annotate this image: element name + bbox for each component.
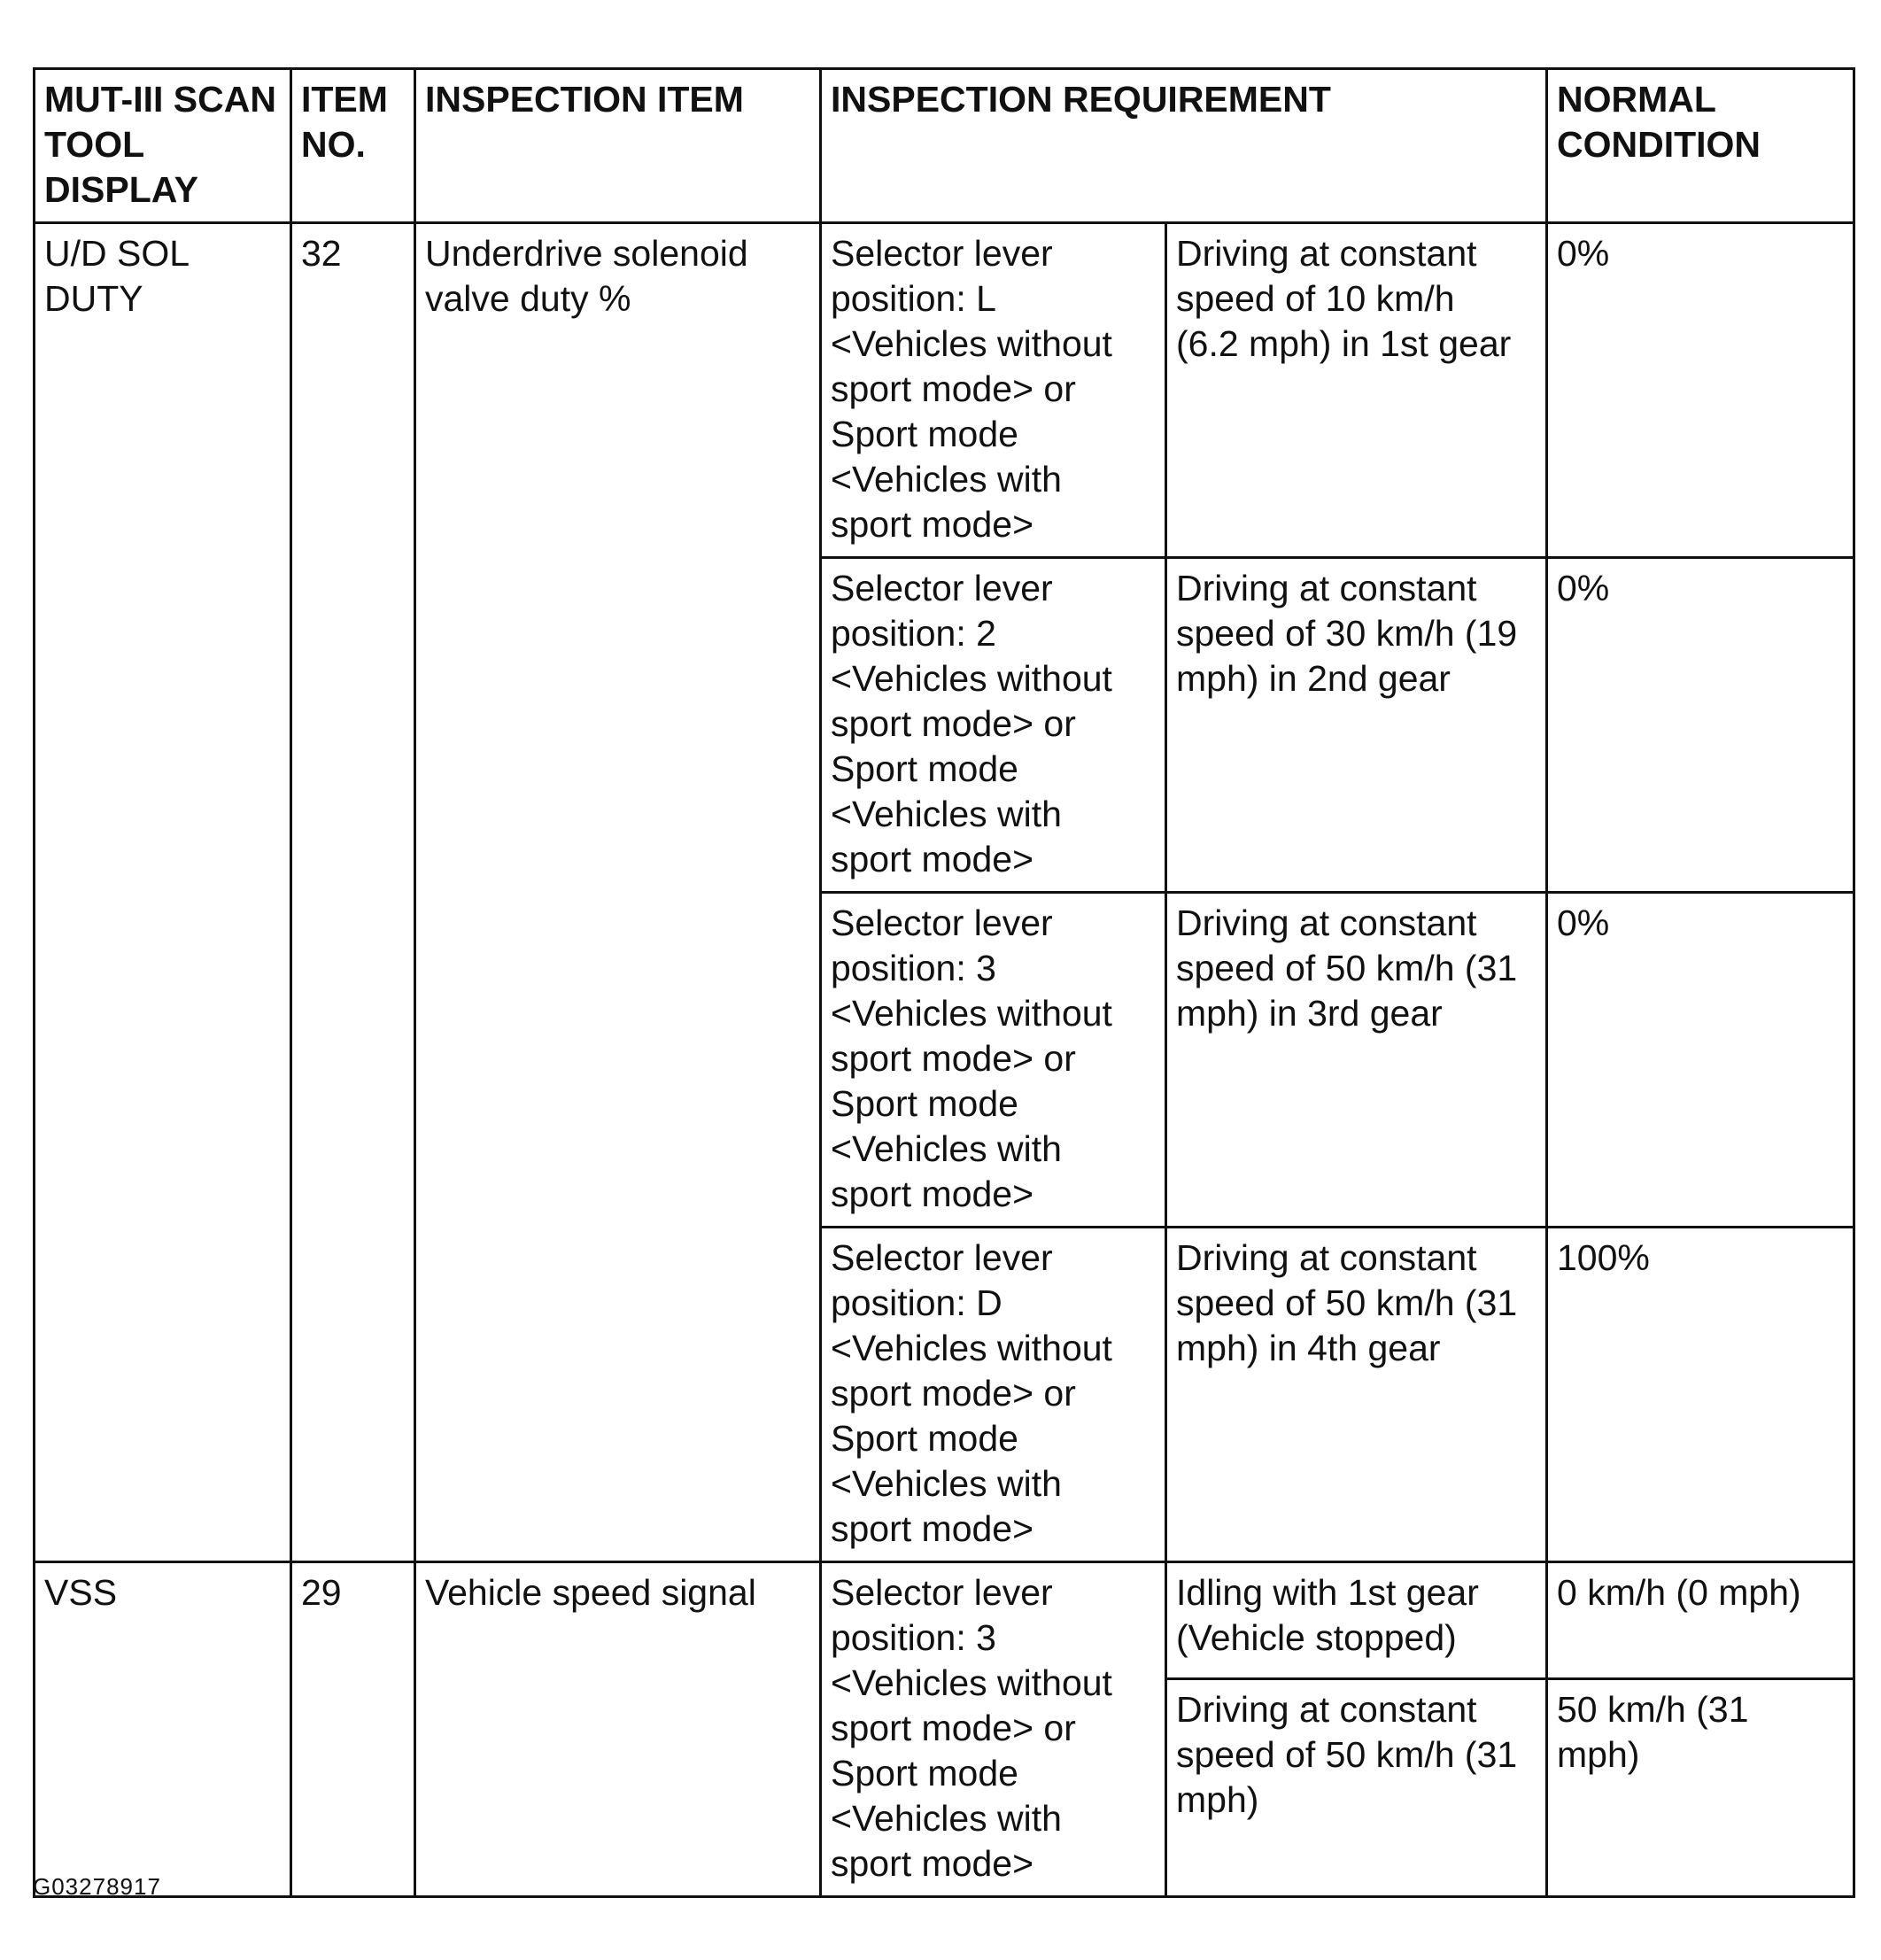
driving-condition-cell: Driving at constant speed of 50 km/h (31 mph) in 4th gear — [1166, 1228, 1547, 1562]
header-scan-tool-display: MUT-III SCAN TOOL DISPLAY — [35, 69, 291, 223]
driving-condition-cell: Driving at constant speed of 30 km/h (19 mph) in 2nd gear — [1166, 558, 1547, 893]
header-row — [35, 69, 1854, 223]
header-inspection-requirement: INSPECTION REQUIREMENT — [821, 69, 1547, 223]
normal-condition-cell: 0 km/h (0 mph) — [1547, 1562, 1854, 1679]
header-normal-condition: NORMAL CONDITION — [1547, 69, 1854, 223]
selector-lever-cell: Selector lever position: 2 <Vehicles without sport mode> or Sport mode <Vehicles with sport mode> — [821, 558, 1166, 893]
selector-lever-cell: Selector lever position: D <Vehicles without sport mode> or Sport mode <Vehicles with sport mode> — [821, 1228, 1166, 1562]
driving-condition-cell: Driving at constant speed of 50 km/h (31 mph) — [1166, 1678, 1547, 1896]
inspection-item-cell: Vehicle speed signal — [415, 1562, 821, 1897]
inspection-table — [33, 67, 1855, 1898]
normal-condition-cell: 100% — [1547, 1228, 1854, 1562]
driving-condition-cell: Driving at constant speed of 50 km/h (31 mph) in 3rd gear — [1166, 893, 1547, 1228]
normal-condition-cell: 0% — [1547, 558, 1854, 893]
scan-tool-display-cell: U/D SOL DUTY — [35, 223, 291, 1562]
item-no-cell: 29 — [291, 1562, 415, 1897]
table-row — [35, 223, 1854, 558]
figure-id-caption: G03278917 — [33, 1873, 161, 1900]
item-no-cell: 32 — [291, 223, 415, 1562]
normal-condition-cell: 0% — [1547, 893, 1854, 1228]
selector-lever-cell: Selector lever position: L <Vehicles without sport mode> or Sport mode <Vehicles with sport mode> — [821, 223, 1166, 558]
table-row — [35, 1562, 1854, 1679]
selector-lever-cell: Selector lever position: 3 <Vehicles without sport mode> or Sport mode <Vehicles with sport mode> — [821, 893, 1166, 1228]
header-item-no: ITEM NO. — [291, 69, 415, 223]
scan-tool-display-cell: VSS — [35, 1562, 291, 1897]
normal-condition-cell: 50 km/h (31 mph) — [1547, 1678, 1854, 1896]
inspection-item-cell: Underdrive solenoid valve duty % — [415, 223, 821, 1562]
header-inspection-item: INSPECTION ITEM — [415, 69, 821, 223]
driving-condition-cell: Driving at constant speed of 10 km/h (6.2 mph) in 1st gear — [1166, 223, 1547, 558]
driving-condition-cell: Idling with 1st gear (Vehicle stopped) — [1166, 1562, 1547, 1679]
normal-condition-cell: 0% — [1547, 223, 1854, 558]
selector-lever-cell: Selector lever position: 3 <Vehicles without sport mode> or Sport mode <Vehicles with sport mode> — [821, 1562, 1166, 1897]
